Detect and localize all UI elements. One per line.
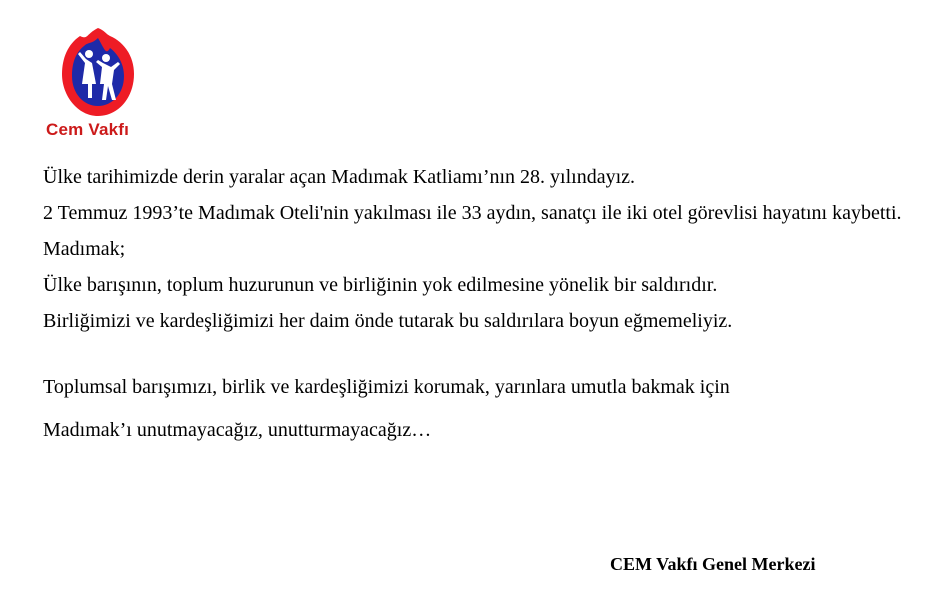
paragraph: Birliğimizi ve kardeşliğimizi her daim önde tutarak bu saldırılara boyun eğmemeliyiz. bbox=[43, 310, 733, 332]
paragraph: Madımak; bbox=[43, 238, 126, 260]
paragraph: Ülke tarihimizde derin yaralar açan Madımak Katliamı’nın 28. yılındayız. bbox=[43, 166, 636, 188]
paragraph: 2 Temmuz 1993’te Madımak Oteli'nin yakılması ile 33 aydın, sanatçı ile iki otel görevlisi hayatını kaybetti. bbox=[43, 202, 902, 224]
paragraph: Toplumsal barışımızı, birlik ve kardeşliğimizi korumak, yarınlara umutla bakmak için bbox=[43, 376, 730, 398]
statement-body bbox=[43, 164, 923, 453]
paragraph: Madımak’ı unutmayacağız, unutturmayacağız… bbox=[43, 419, 432, 441]
logo-emblem-icon bbox=[58, 26, 138, 120]
signature: CEM Vakfı Genel Merkezi bbox=[610, 554, 816, 574]
logo-brand-name: Cem Vakfı bbox=[46, 120, 130, 139]
paragraph: Ülke barışının, toplum huzurunun ve birliğinin yok edilmesine yönelik bir saldırıdır. bbox=[43, 274, 718, 296]
cem-vakfi-logo bbox=[58, 26, 138, 120]
